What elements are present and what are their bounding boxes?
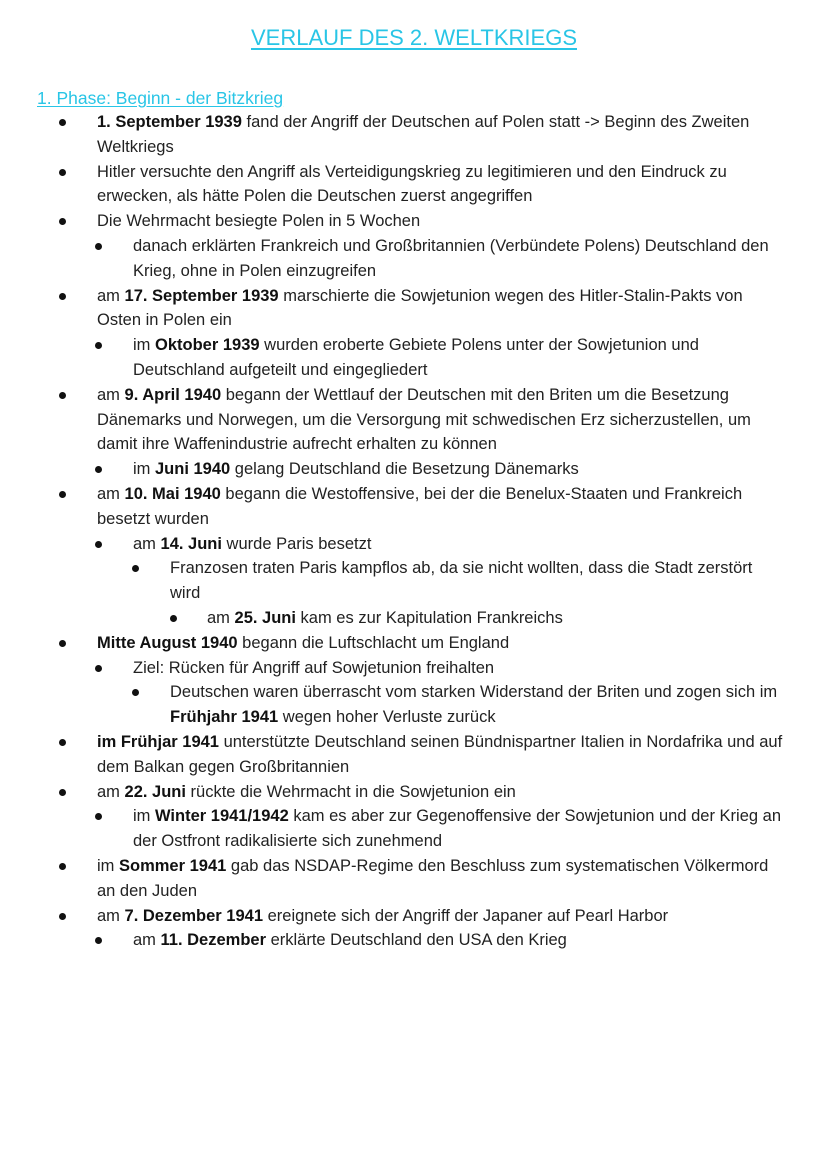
bullet-dot-icon xyxy=(95,342,102,349)
list-item-text xyxy=(97,287,743,330)
bold-date: Sommer 1941 xyxy=(119,856,227,875)
text-segment: wurden eroberte Gebiete Polens unter der Sowjetunion und Deutschland aufgeteilt und eingegliedert xyxy=(133,336,699,379)
list-item xyxy=(0,532,828,557)
text-segment: im xyxy=(133,336,155,355)
bullet-dot-icon xyxy=(59,913,66,920)
text-segment: am xyxy=(97,782,125,801)
list-item-text xyxy=(97,857,768,900)
list-item-text xyxy=(133,336,699,379)
list-item-text xyxy=(97,163,727,206)
text-segment: begann der Wettlauf der Deutschen mit den Briten um die Besetzung Dänemarks und Norwegen, um die Versorgung mit schwedischen Erz sicherzustellen, um damit ihre Waffenindustrie aufrecht erhalten zu können xyxy=(97,385,751,454)
bold-date: 10. Mai 1940 xyxy=(124,484,221,503)
text-segment: gelang Deutschland die Besetzung Dänemarks xyxy=(230,460,579,479)
list-item xyxy=(0,284,828,334)
bullet-dot-icon xyxy=(170,615,177,622)
text-segment: am xyxy=(133,534,161,553)
list-item xyxy=(0,780,828,805)
section-heading: 1. Phase: Beginn - der Bitzkrieg xyxy=(37,88,284,108)
text-segment: im xyxy=(97,856,119,875)
list-item xyxy=(0,209,828,234)
text-segment: am xyxy=(97,385,125,404)
list-item xyxy=(0,730,828,780)
bold-date: 25. Juni xyxy=(234,608,296,627)
text-segment: marschierte die Sowjetunion wegen des Hitler-Stalin-Pakts von Osten in Polen ein xyxy=(97,286,743,330)
list-item xyxy=(0,631,828,656)
list-item-text xyxy=(133,535,371,553)
text-segment: Hitler versuchte den Angriff als Verteidigungskrieg zu legitimieren und den Eindruck zu erwecken, als hätte Polen die Deutschen zuerst angegriffen xyxy=(97,162,727,206)
bold-date: 14. Juni xyxy=(160,534,222,553)
text-segment: am xyxy=(97,286,125,305)
list-item-text xyxy=(133,460,579,478)
bullet-dot-icon xyxy=(59,218,66,225)
page-title: VERLAUF DES 2. WELTKRIEGS xyxy=(250,25,577,50)
list-item xyxy=(0,457,828,482)
text-segment: am xyxy=(97,906,125,925)
text-segment: wegen hoher Verluste zurück xyxy=(278,708,496,727)
bold-date: Juni 1940 xyxy=(155,460,231,479)
bullet-dot-icon xyxy=(95,813,102,820)
list-item xyxy=(0,556,828,606)
list-item xyxy=(0,656,828,681)
bold-date: Mitte August 1940 xyxy=(97,633,238,652)
bold-date: 9. April 1940 xyxy=(124,385,222,404)
bold-date: 11. Dezember xyxy=(160,931,266,950)
list-item-text xyxy=(133,931,567,949)
list-item-text xyxy=(97,733,782,776)
list-item xyxy=(0,482,828,532)
text-segment: am xyxy=(133,931,161,950)
list-item xyxy=(0,854,828,904)
list-item xyxy=(0,804,828,854)
bold-date: 7. Dezember 1941 xyxy=(124,906,264,925)
list-item-text xyxy=(133,807,781,850)
bullet-dot-icon xyxy=(59,392,66,399)
bullet-dot-icon xyxy=(59,640,66,647)
list-item-text xyxy=(97,485,742,528)
bullet-dot-icon xyxy=(59,739,66,746)
list-item-text xyxy=(170,683,777,726)
list-item xyxy=(0,383,828,457)
list-item-text xyxy=(97,386,751,454)
bold-date: 1. September 1939 xyxy=(97,113,242,131)
text-segment: unterstützte Deutschland seinen Bündnispartner Italien in Nordafrika und auf dem Balkan gegen Großbritannien xyxy=(97,732,783,776)
text-segment: kam es zur Kapitulation Frankreichs xyxy=(295,608,563,627)
text-segment: begann die Luftschlacht um England xyxy=(237,633,510,652)
list-item-text xyxy=(97,113,749,156)
text-segment: Die Wehrmacht besiegte Polen in 5 Wochen xyxy=(97,212,421,231)
text-segment: erklärte Deutschland den USA den Krieg xyxy=(266,931,567,950)
bullet-dot-icon xyxy=(95,937,102,944)
text-segment: Ziel: Rücken für Angriff auf Sowjetunion freihalten xyxy=(133,658,495,677)
bullet-dot-icon xyxy=(95,665,102,672)
list-item xyxy=(0,904,828,929)
bold-date: Frühjahr 1941 xyxy=(170,708,279,727)
list-item xyxy=(0,606,828,631)
text-segment: am xyxy=(97,484,125,503)
text-segment: im xyxy=(133,807,155,826)
bullet-dot-icon xyxy=(59,863,66,870)
text-segment: rückte die Wehrmacht in die Sowjetunion ein xyxy=(185,782,516,801)
list-item xyxy=(0,680,828,730)
text-segment: ereignete sich der Angriff der Japaner auf Pearl Harbor xyxy=(263,906,669,925)
list-item-text xyxy=(97,212,420,230)
list-item-text xyxy=(133,659,494,677)
bullet-dot-icon xyxy=(59,789,66,796)
text-segment: gab das NSDAP-Regime den Beschluss zum systematischen Völkermord an den Juden xyxy=(97,856,769,900)
text-segment: im xyxy=(133,460,155,479)
text-segment: am xyxy=(207,608,235,627)
bullet-dot-icon xyxy=(59,491,66,498)
bullet-dot-icon xyxy=(95,466,102,473)
list-item xyxy=(0,333,828,383)
list-item xyxy=(0,160,828,210)
bold-date: 22. Juni xyxy=(124,782,186,801)
text-segment: danach erklärten Frankreich und Großbritannien (Verbündete Polens) Deutschland den Krieg, ohne in Polen einzugreifen xyxy=(133,236,769,280)
bullet-dot-icon xyxy=(59,169,66,176)
bullet-list xyxy=(0,110,828,953)
bold-date: Oktober 1939 xyxy=(155,336,260,355)
list-item-text xyxy=(133,237,769,280)
bold-date: Winter 1941/1942 xyxy=(155,807,289,826)
list-item-text xyxy=(97,783,516,801)
list-item-text xyxy=(97,907,668,925)
bullet-dot-icon xyxy=(59,119,66,126)
text-segment: kam es aber zur Gegenoffensive der Sowjetunion und der Krieg an der Ostfront radikalisierte sich zunehmend xyxy=(133,807,782,851)
list-item-text xyxy=(207,609,563,627)
bullet-dot-icon xyxy=(95,243,102,250)
list-item xyxy=(0,234,828,284)
text-segment: Deutschen waren überrascht vom starken Widerstand der Briten und zogen sich im xyxy=(170,683,778,702)
bullet-dot-icon xyxy=(132,565,139,572)
bullet-dot-icon xyxy=(59,293,66,300)
bold-date: im Frühjar 1941 xyxy=(97,732,219,751)
text-segment: begann die Westoffensive, bei der die Benelux-Staaten und Frankreich besetzt wurden xyxy=(97,484,743,528)
text-segment: wurde Paris besetzt xyxy=(221,534,372,553)
list-item xyxy=(0,110,828,160)
list-item-text xyxy=(97,634,509,652)
list-item xyxy=(0,928,828,953)
bold-date: 17. September 1939 xyxy=(124,286,279,305)
text-segment: Franzosen traten Paris kampflos ab, da sie nicht wollten, dass die Stadt zerstört wird xyxy=(170,559,753,603)
bullet-dot-icon xyxy=(95,541,102,548)
list-item-text xyxy=(170,559,752,602)
text-segment: fand der Angriff der Deutschen auf Polen statt -> Beginn des Zweiten Weltkriegs xyxy=(97,113,750,156)
bullet-dot-icon xyxy=(132,689,139,696)
